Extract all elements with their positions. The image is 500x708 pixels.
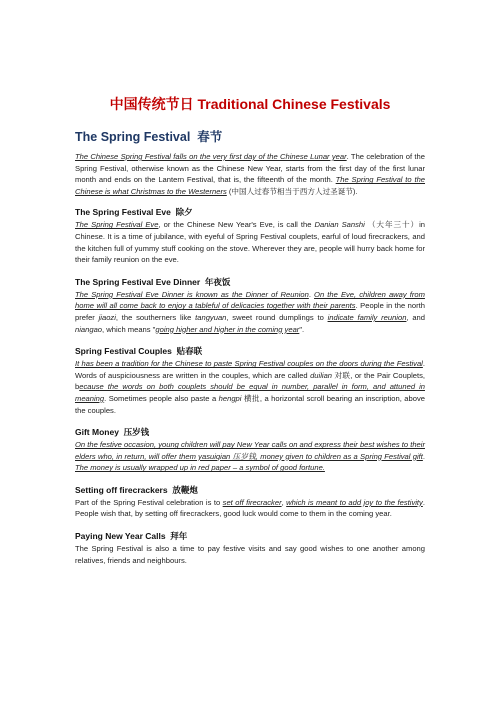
festival-block [75,427,425,474]
text-run: 对联, or the Pair Couplets, b [75,370,425,392]
subsection-heading-cn: 除夕 [175,208,193,219]
subsection-paragraph [75,289,425,335]
underlined-phrase: going higher and higher in the coming year [155,324,300,334]
underlined-phrase: indicate family reunion [327,312,407,322]
text-run: . The celebration of the Spring Festival, otherwise known as the Chinese New Year, starts from the first day of the first lunar month and ends on the Lantern Festival, that is, the fifteenth of the month. [75,152,425,185]
subsection-paragraph [75,497,425,520]
text-run: . People in the north prefer [75,301,425,322]
subsection-heading-cn: 贴春联 [176,347,203,358]
subsection-paragraph [75,358,425,416]
subsection-heading-en: Setting off firecrackers [75,484,168,495]
underlined-phrase: It has been a tradition for the Chinese to paste Spring Festival couples on the doors during the Festival [75,359,423,369]
text-run: 横批, a horizontal scroll bearing an inscription, above the couples. [75,393,425,415]
subsection-heading [75,277,425,289]
italic-term: niangao [75,324,103,334]
text-run: . People wish that, by setting off firecrackers, good luck would come to them in the coming year. [75,497,425,519]
subsection-paragraph [75,543,425,566]
subsection-heading [75,427,425,439]
subsection-heading [75,346,425,358]
section-heading-en: The Spring Festival [75,130,191,144]
italic-term: duilian [310,370,333,380]
subsection-heading-en: Gift Money [75,427,119,438]
text-run: Part of the Spring Festival celebration is to [75,497,223,507]
subsection-heading [75,485,425,497]
festival-block [75,207,425,265]
text-run: The Spring Festival is also a time to pay festive visits and say good wishes to one another among relatives, friends and neighbours. [75,544,425,565]
page-title: 中国传统节日 Traditional Chinese Festivals [109,96,391,112]
section-heading [75,129,425,145]
underlined-phrase: The Spring Festival Eve Dinner is known as the Dinner of Reunion [75,289,309,299]
underlined-phrase: ecause the words on both couplets should be equal in number, parallel in form, and attuned in meaning [75,382,425,403]
text-run: . [422,451,425,461]
italic-term: Danian Sanshi [314,220,365,230]
subsection-heading-cn: 拜年 [170,532,188,543]
italic-term: tangyuan [195,312,227,322]
intro-paragraph [75,151,425,197]
subsection-heading-en: Spring Festival Couples [75,346,172,357]
festival-block [75,277,425,335]
underlined-phrase: set off firecracker [222,497,282,507]
text-run: , which means " [102,324,156,334]
text-run: , [281,497,287,507]
underlined-phrase: which is meant to add joy to the festivity [286,497,423,507]
subsection-heading-cn: 年夜饭 [204,277,231,288]
text-run: ". [299,324,305,334]
underlined-phrase: On the Eve, children away from home will all come back to enjoy a tableful of delicacies together with their parents [75,289,425,311]
underlined-phrase: The Chinese Spring Festival falls on the very first day of the Chinese Lunar year [75,152,347,161]
festival-sections [75,207,425,566]
subsection-paragraph [75,439,425,474]
subsection-heading [75,207,425,219]
text-run: (中国人过春节相当于西方人过圣诞节). [226,186,358,196]
subsection-heading-cn: 放鞭炮 [172,485,198,496]
festival-block [75,531,425,566]
text-run: , or the Chinese New Year's Eve, is call the [158,220,315,230]
underlined-phrase: The money is usually wrapped up in red paper – a symbol of good fortune. [75,463,325,473]
text-run: . Words of auspiciousness are written in the couples, which are called [75,359,425,380]
subsection-heading-en: The Spring Festival Eve Dinner [75,276,201,287]
text-run: . [308,289,315,299]
section-heading-cn: 春节 [197,129,223,144]
underlined-phrase: The Spring Festival to the Chinese is what Christmas to the Westerners [75,175,426,196]
underlined-phrase: The Spring Festival Eve [75,220,159,230]
subsection-heading-en: Paying New Year Calls [75,531,166,542]
text-run: . Sometimes people also paste a [104,393,219,403]
text-run: , and [406,312,425,322]
italic-term: jiaozi [98,312,116,322]
underlined-phrase: On the festive occasion, young children will pay New Year calls on and express their best wishes to their elders who, in return, will offer them yasuiqian 压岁钱, money given to children as a Spring Festival gift [75,440,425,461]
festival-block [75,346,425,416]
subsection-heading [75,531,425,543]
subsection-heading-en: The Spring Festival Eve [75,207,171,218]
text-run: , the southerners like [115,312,196,322]
subsection-paragraph [75,219,425,265]
subsection-heading-cn: 压岁钱 [123,428,150,439]
text-run: , sweet round dumplings to [226,312,328,322]
festival-block [75,485,425,520]
italic-term: hengpi [218,393,242,403]
text-run: （大年三十）in Chinese. It is a time of jubilance, with eyeful of Spring Festival couplets, earful of loud firecrackers, and the kitchen full of yummy stuff cooking on the stove. Wherever they are, people will hurry back home for their family reunion on the eve. [75,220,425,265]
